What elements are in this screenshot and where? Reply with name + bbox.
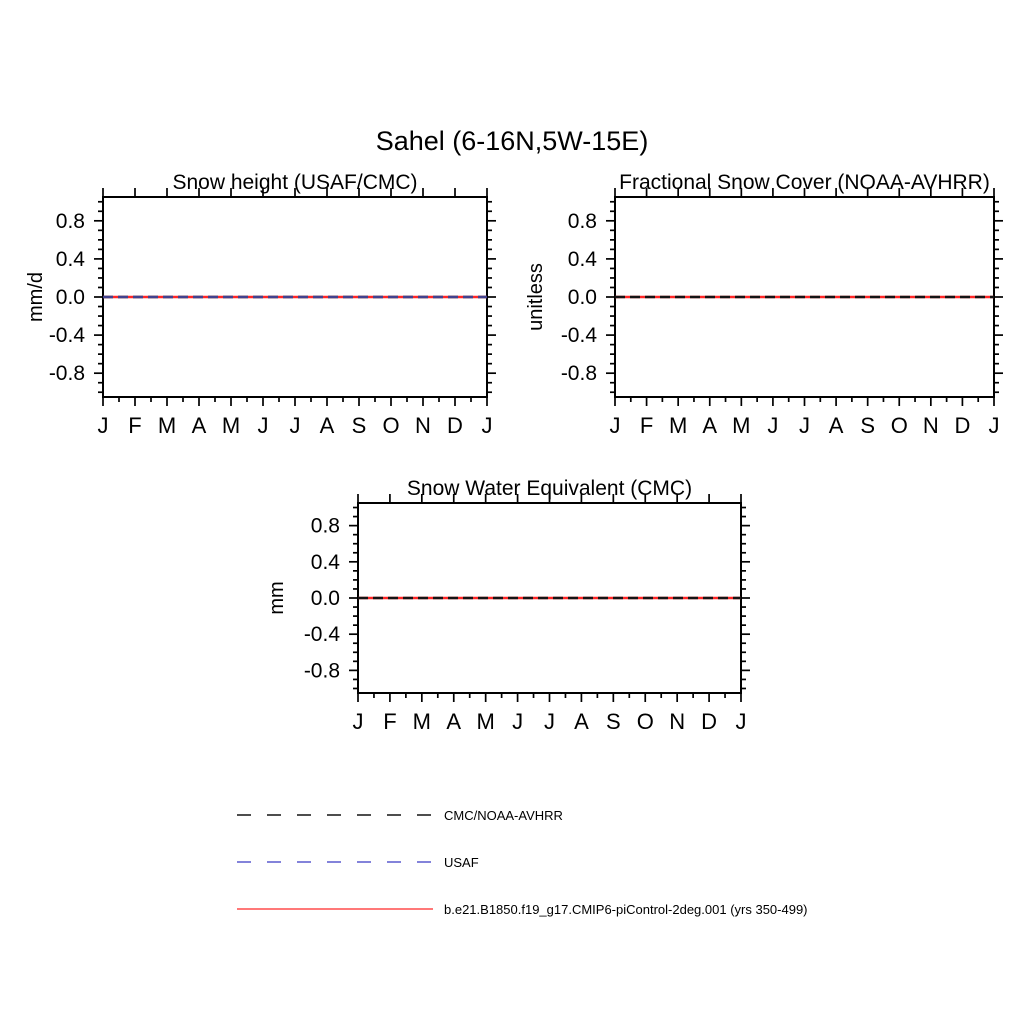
x-tick-label: M (412, 709, 431, 734)
y-tick-label: 0.0 (310, 587, 340, 610)
chart-snow-water-equivalent (240, 465, 800, 755)
y-axis-label: mm/d (25, 272, 47, 322)
x-tick-label: N (415, 413, 431, 438)
legend-label: CMC/NOAA-AVHRR (444, 807, 563, 823)
x-tick-label: J (97, 413, 109, 438)
x-tick-label: A (319, 413, 335, 438)
legend-line-solid-red (237, 902, 433, 916)
legend-label: USAF (444, 854, 479, 870)
chart-snow-height (0, 165, 512, 455)
y-axis-label: unitless (525, 263, 547, 331)
x-tick-label: A (446, 709, 462, 734)
chart-title: Snow Water Equivalent (CMC) (406, 477, 693, 500)
y-tick-label: 0.8 (567, 209, 597, 233)
figure-title: Sahel (6-16N,5W-15E) (375, 126, 649, 156)
x-tick-label: A (191, 413, 207, 438)
x-tick-label: D (447, 413, 463, 438)
x-tick-label: F (383, 709, 397, 734)
x-tick-label: M (669, 413, 688, 438)
x-tick-label: M (157, 413, 177, 438)
x-tick-label: A (702, 413, 718, 438)
x-tick-label: J (289, 413, 301, 438)
x-tick-label: A (828, 413, 844, 438)
x-tick-label: M (732, 413, 751, 438)
x-tick-label: J (257, 413, 269, 438)
x-tick-label: N (669, 709, 686, 734)
legend-line-dashed-blue (237, 855, 433, 869)
y-tick-label: 0.0 (55, 286, 85, 309)
legend-item (237, 851, 808, 873)
x-tick-label: O (636, 709, 654, 734)
x-tick-label: A (574, 709, 589, 734)
chart-title: Snow height (USAF/CMC) (172, 171, 418, 194)
x-tick-label: M (221, 413, 241, 438)
x-tick-label: S (351, 413, 367, 438)
x-tick-label: J (544, 709, 555, 734)
x-tick-label: O (382, 413, 400, 438)
y-tick-label: 0.4 (310, 550, 340, 574)
x-tick-label: F (128, 413, 142, 438)
x-tick-label: J (352, 709, 364, 734)
x-tick-label: J (799, 413, 810, 438)
y-tick-label: 0.4 (55, 247, 85, 271)
y-tick-label: -0.4 (560, 324, 597, 348)
y-tick-label: -0.8 (560, 362, 597, 386)
legend-line-dashed-black (237, 808, 433, 822)
y-tick-label: 0.4 (567, 247, 597, 271)
y-tick-label: -0.8 (303, 659, 340, 683)
chart-fractional-snow-cover (512, 165, 1024, 455)
x-tick-label: F (639, 413, 654, 438)
x-tick-label: M (476, 709, 495, 734)
chart-title: Fractional Snow Cover (NOAA-AVHRR) (619, 171, 990, 194)
legend-item (237, 804, 808, 826)
y-tick-label: 0.8 (310, 514, 340, 538)
legend-item (237, 898, 808, 920)
x-tick-label: J (988, 413, 1000, 438)
x-tick-label: S (605, 709, 621, 734)
x-tick-label: J (767, 413, 779, 438)
y-axis-label: mm (266, 581, 288, 615)
legend-label: b.e21.B1850.f19_g17.CMIP6-piControl-2deg.001 (yrs 350-499) (444, 901, 808, 917)
x-tick-label: D (954, 413, 971, 438)
y-tick-label: -0.4 (48, 324, 85, 348)
x-tick-label: J (609, 413, 621, 438)
x-tick-label: S (860, 413, 876, 438)
legend (237, 804, 808, 945)
x-tick-label: J (481, 413, 493, 438)
x-tick-label: D (701, 709, 718, 734)
y-tick-label: 0.0 (567, 286, 597, 309)
y-tick-label: -0.8 (48, 362, 85, 386)
y-tick-label: -0.4 (303, 623, 340, 647)
y-tick-label: 0.8 (55, 209, 85, 233)
x-tick-label: J (735, 709, 747, 734)
x-tick-label: N (922, 413, 939, 438)
x-tick-label: J (512, 709, 524, 734)
x-tick-label: O (890, 413, 908, 438)
